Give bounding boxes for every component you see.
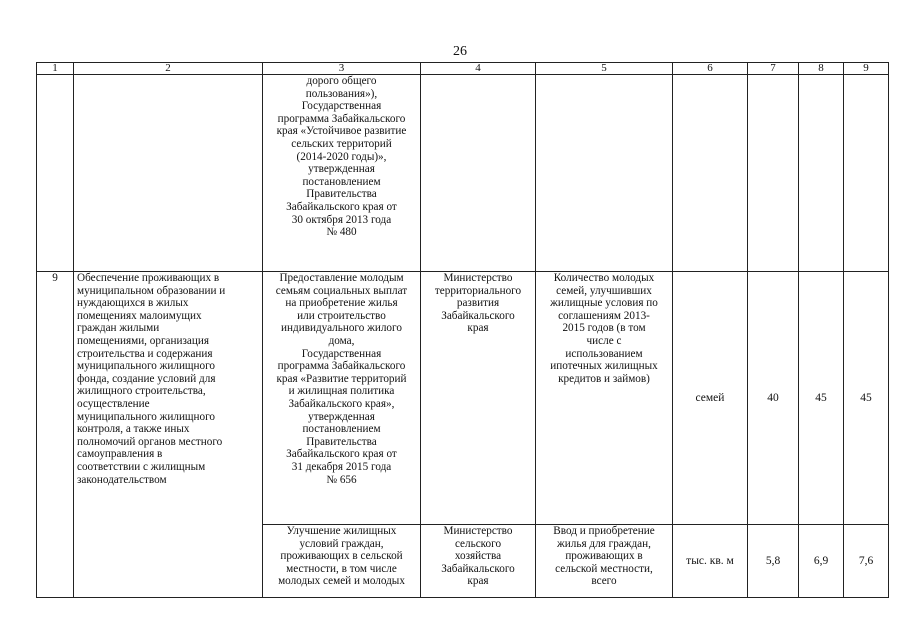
text-line: (2014-2020 годы)», <box>296 150 387 163</box>
text-line: Обеспечение проживающих в <box>77 272 220 284</box>
text-line: Министерство <box>443 525 513 537</box>
text-line: края <box>467 322 489 335</box>
text-line: программа Забайкальского <box>277 360 406 373</box>
text-line: Количество молодых <box>553 272 655 284</box>
cell-empty <box>799 75 844 272</box>
cell-empty <box>673 75 748 272</box>
value-col8: 6,9 <box>799 525 844 598</box>
column-header: 2 <box>74 63 263 75</box>
text-line: Министерство <box>443 272 513 284</box>
text-line: соответствии с жилищным <box>77 460 206 473</box>
text-line: № 656 <box>326 473 357 486</box>
program-cell <box>263 525 421 598</box>
value-col9: 7,6 <box>844 525 889 598</box>
text-line: законодательством <box>77 473 167 486</box>
text-line: края <box>467 575 489 588</box>
text-line: муниципального жилищного <box>77 410 216 423</box>
text-line: жилищные условия по <box>550 297 658 310</box>
text-line: семей, улучшивших <box>556 284 652 297</box>
text-line: Забайкальского <box>441 309 515 322</box>
indicator-cell <box>536 525 673 598</box>
text-line: сельских территорий <box>291 137 392 150</box>
text-line: и жилищная политика <box>288 385 395 398</box>
text-line: постановлением <box>302 175 381 188</box>
text-line: сельской местности, <box>555 562 653 575</box>
text-line: самоуправления в <box>77 448 163 461</box>
text-line: муниципальном образовании и <box>77 284 226 297</box>
authority-description <box>74 272 263 598</box>
indicator-cell <box>536 272 673 525</box>
cell-empty <box>536 75 673 272</box>
text-line: жилья для граждан, <box>557 537 651 550</box>
text-line: на приобретение жилья <box>285 297 398 310</box>
column-header: 4 <box>421 63 536 75</box>
text-line: Забайкальского <box>441 562 515 575</box>
page-number: 26 <box>453 44 467 59</box>
text-line: фонда, создание условий для <box>77 372 216 385</box>
cell-empty <box>421 75 536 272</box>
continuation-row <box>37 75 889 272</box>
text-line: Забайкальского края от <box>286 448 397 461</box>
column-header: 8 <box>799 63 844 75</box>
text-line: Государственная <box>301 347 382 360</box>
column-header: 7 <box>748 63 799 75</box>
text-line: Ввод и приобретение <box>553 525 655 537</box>
text-line: постановлением <box>302 423 381 436</box>
text-line: Правительства <box>306 188 377 201</box>
text-line: полномочий органов местного <box>77 435 223 448</box>
text-line: соглашениям 2013- <box>558 309 650 322</box>
text-line: Правительства <box>306 435 377 448</box>
text-line: Забайкальского края от <box>286 200 397 213</box>
text-line: программа Забайкальского <box>277 112 406 125</box>
text-line: контроля, а также иных <box>77 423 190 436</box>
value-col8: 45 <box>799 272 844 525</box>
text-line: всего <box>591 575 617 588</box>
column-header: 5 <box>536 63 673 75</box>
text-line: кредитов и займов) <box>558 372 650 385</box>
row-9-sub-a <box>37 272 889 525</box>
ministry-cell <box>421 272 536 525</box>
row-number: 9 <box>37 272 74 598</box>
text-line: семьям социальных выплат <box>275 284 408 297</box>
text-line: числе с <box>586 334 622 347</box>
value-col7: 40 <box>748 272 799 525</box>
value-col9: 45 <box>844 272 889 525</box>
text-line: проживающих в сельской <box>280 550 403 563</box>
text-line: жилищного строительства, <box>77 385 206 398</box>
text-line: пользования»), <box>305 87 378 100</box>
text-line: хозяйства <box>454 550 502 563</box>
text-line: края «Устойчивое развитие <box>276 125 407 138</box>
cell-empty <box>844 75 889 272</box>
text-line: Государственная <box>301 100 382 113</box>
text-line: проживающих в <box>565 550 643 563</box>
text-line: Улучшение жилищных <box>286 525 397 537</box>
column-header: 3 <box>263 63 421 75</box>
program-table <box>36 62 889 598</box>
text-line: утвержденная <box>308 163 375 176</box>
text-line: нуждающихся в жилых <box>77 297 189 310</box>
text-line: помещениях малоимущих <box>77 309 202 322</box>
cell-empty <box>74 75 263 272</box>
value-col7: 5,8 <box>748 525 799 598</box>
text-line: помещениями, организация <box>77 334 209 347</box>
text-line: утвержденная <box>308 410 375 423</box>
program-cell <box>263 272 421 525</box>
text-line: граждан жилыми <box>77 322 160 335</box>
text-line: местности, в том числе <box>286 562 397 575</box>
text-line: индивидуального жилого <box>281 322 402 335</box>
cell-empty <box>37 75 74 272</box>
text-line: 30 октября 2013 года <box>291 213 392 226</box>
text-line: условий граждан, <box>299 537 384 550</box>
text-line: 2015 годов (в том <box>562 322 646 335</box>
text-line: молодых семей и молодых <box>278 575 405 588</box>
continuation-program-cell <box>263 75 421 272</box>
ministry-cell <box>421 525 536 598</box>
text-line: использованием <box>565 347 643 360</box>
text-line: сельского <box>454 537 502 550</box>
text-line: 31 декабря 2015 года <box>291 460 392 473</box>
column-header: 6 <box>673 63 748 75</box>
text-line: строительства и содержания <box>77 347 213 360</box>
text-line: Предоставление молодым <box>279 272 404 284</box>
text-line: ипотечных жилищных <box>550 360 658 373</box>
text-line: развития <box>456 297 500 310</box>
unit-cell: тыс. кв. м <box>673 525 748 598</box>
column-header: 9 <box>844 63 889 75</box>
text-line: дорого общего <box>306 75 377 87</box>
text-line: муниципального жилищного <box>77 360 216 373</box>
text-line: или строительство <box>297 309 386 322</box>
text-line: дома, <box>328 334 355 347</box>
text-line: территориального <box>434 284 522 297</box>
text-line: Забайкальского края», <box>288 397 395 410</box>
column-header-row <box>37 63 889 75</box>
text-line: осуществление <box>77 397 150 410</box>
column-header: 1 <box>37 63 74 75</box>
text-line: края «Развитие территорий <box>276 372 407 385</box>
cell-empty <box>748 75 799 272</box>
text-line: № 480 <box>326 226 357 239</box>
unit-cell: семей <box>673 272 748 525</box>
